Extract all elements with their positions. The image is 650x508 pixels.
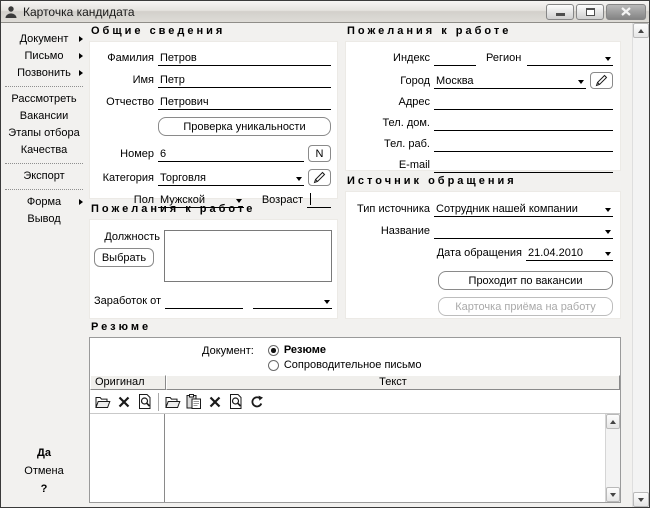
- sidebar-item-label: Вакансии: [19, 110, 69, 122]
- resume-toolbar: [90, 390, 620, 414]
- close-button[interactable]: [606, 4, 646, 20]
- sidebar-item-label: Форма: [26, 196, 62, 208]
- sidebar-item-label: Вывод: [27, 213, 61, 225]
- number-auto-button[interactable]: N: [308, 145, 331, 162]
- general-panel: [89, 41, 338, 206]
- submenu-arrow-icon: [79, 36, 83, 42]
- choose-position-button[interactable]: Выбрать: [94, 248, 154, 267]
- source-type-label: Тип источника: [357, 203, 430, 215]
- currency-select[interactable]: [253, 294, 332, 309]
- delete-icon: [118, 396, 130, 408]
- index-label: Индекс: [393, 52, 430, 64]
- chevron-down-icon: [605, 208, 611, 212]
- pencil-icon: [313, 171, 326, 184]
- source-type-select[interactable]: [434, 202, 613, 217]
- surname-label: Фамилия: [107, 52, 154, 64]
- category-edit-button[interactable]: [308, 169, 331, 186]
- name-input[interactable]: [158, 73, 331, 88]
- arrow-up-icon: [638, 29, 644, 33]
- request-date-value: 21.04.2010: [528, 247, 584, 259]
- source-type-value: Сотрудник нашей компании: [436, 203, 578, 215]
- radio-unselected-icon: [268, 360, 279, 371]
- document-label: Документ:: [202, 345, 254, 357]
- source-name-select[interactable]: [434, 224, 613, 239]
- text-delete-button[interactable]: [204, 392, 225, 411]
- number-input[interactable]: [158, 147, 304, 162]
- radio-resume-label: Резюме: [283, 344, 327, 356]
- wishes-right-panel: [345, 41, 621, 171]
- column-header-original[interactable]: Оригинал: [90, 375, 166, 390]
- email-input[interactable]: [434, 158, 613, 173]
- hire-card-button[interactable]: Карточка приёма на работу: [438, 297, 613, 316]
- scroll-down-button[interactable]: [633, 492, 649, 507]
- address-input[interactable]: [434, 95, 613, 110]
- sidebar-separator: [5, 163, 83, 164]
- request-date-select[interactable]: [526, 246, 613, 261]
- maximize-button[interactable]: [576, 4, 604, 20]
- submenu-arrow-icon: [79, 199, 83, 205]
- window-scrollbar[interactable]: [632, 23, 649, 507]
- city-select[interactable]: [434, 74, 586, 89]
- scroll-down-button[interactable]: [606, 487, 620, 502]
- sidebar-item-output[interactable]: [1, 211, 87, 228]
- maximize-icon: [586, 8, 595, 16]
- delete-icon: [209, 396, 221, 408]
- patronymic-input[interactable]: [158, 95, 331, 110]
- radio-resume[interactable]: [268, 344, 422, 356]
- sidebar: [1, 23, 87, 507]
- source-panel: [345, 191, 621, 319]
- clear-icon: [250, 395, 264, 409]
- category-select[interactable]: [158, 171, 304, 186]
- sidebar-item-letter[interactable]: [1, 48, 87, 65]
- open-icon: [95, 395, 111, 409]
- salary-input[interactable]: [165, 294, 243, 309]
- city-label: Город: [400, 75, 430, 87]
- salary-label: Заработок от: [94, 295, 161, 307]
- yes-button[interactable]: Да: [37, 447, 51, 459]
- number-label: Номер: [120, 148, 154, 160]
- text-paste-button[interactable]: [183, 392, 204, 411]
- window-title: Карточка кандидата: [23, 4, 135, 19]
- category-label: Категория: [102, 172, 154, 184]
- section-header-general: Общие сведения: [91, 25, 226, 37]
- chevron-down-icon: [605, 252, 611, 256]
- chevron-down-icon: [605, 57, 611, 61]
- sidebar-item-vacancies[interactable]: [1, 108, 87, 125]
- region-label: Регион: [486, 52, 522, 64]
- wishes-left-panel: [89, 219, 338, 319]
- pencil-icon: [595, 74, 608, 87]
- app-icon: [4, 5, 18, 19]
- chevron-down-icon: [605, 230, 611, 234]
- resume-panel: [89, 337, 621, 503]
- submenu-arrow-icon: [79, 70, 83, 76]
- column-header-text[interactable]: Текст: [166, 375, 620, 390]
- text-pane[interactable]: [165, 414, 620, 502]
- patronymic-label: Отчество: [106, 96, 154, 108]
- source-name-label: Название: [380, 225, 430, 237]
- phone-home-input[interactable]: [434, 116, 613, 131]
- sidebar-item-label: Документ: [19, 33, 69, 45]
- sidebar-separator: [5, 189, 83, 190]
- radio-cover-letter-label: Сопроводительное письмо: [283, 359, 422, 371]
- original-pane[interactable]: [90, 414, 165, 502]
- chevron-down-icon: [296, 177, 302, 181]
- scroll-up-button[interactable]: [633, 23, 649, 38]
- sidebar-item-label: Экспорт: [23, 170, 65, 182]
- vacancy-pass-button[interactable]: Проходит по вакансии: [438, 271, 613, 290]
- arrow-down-icon: [638, 498, 644, 502]
- scrollbar-track[interactable]: [633, 38, 649, 492]
- arrow-down-icon: [610, 493, 616, 497]
- original-delete-button[interactable]: [113, 392, 134, 411]
- arrow-up-icon: [610, 420, 616, 424]
- city-edit-button[interactable]: [590, 72, 613, 89]
- main-area: [87, 23, 633, 507]
- name-label: Имя: [132, 74, 154, 86]
- age-label: Возраст: [261, 194, 303, 206]
- original-open-button[interactable]: [92, 392, 113, 411]
- open-icon: [165, 395, 181, 409]
- sidebar-separator: [5, 86, 83, 87]
- radio-cover-letter[interactable]: [268, 359, 422, 371]
- position-label: Должность: [104, 231, 160, 243]
- sidebar-item-call[interactable]: [1, 65, 87, 82]
- sidebar-item-export[interactable]: [1, 168, 87, 185]
- city-value: Москва: [436, 75, 474, 87]
- titlebar: [1, 1, 649, 23]
- toolbar-separator: [158, 393, 159, 411]
- scroll-up-button[interactable]: [606, 414, 620, 429]
- sidebar-item-label: Рассмотреть: [11, 93, 77, 105]
- request-date-label: Дата обращения: [436, 247, 522, 259]
- minimize-icon: [556, 13, 565, 16]
- region-select[interactable]: [527, 51, 613, 66]
- minimize-button[interactable]: [546, 4, 574, 20]
- text-open-button[interactable]: [162, 392, 183, 411]
- submenu-arrow-icon: [79, 53, 83, 59]
- phone-work-label: Тел. раб.: [384, 138, 430, 150]
- sidebar-item-label: Письмо: [24, 50, 64, 62]
- close-icon: [621, 7, 631, 16]
- gender-label: Пол: [133, 194, 154, 206]
- section-header-wishes-right: Пожелания к работе: [347, 25, 512, 37]
- section-header-wishes-left: Пожелания к работе: [91, 203, 256, 215]
- preview-icon: [138, 394, 152, 409]
- sidebar-item-label: Этапы отбора: [8, 127, 80, 139]
- chevron-down-icon: [578, 80, 584, 84]
- sidebar-item-document[interactable]: [1, 31, 87, 48]
- index-input[interactable]: [434, 51, 476, 66]
- preview-icon: [229, 394, 243, 409]
- chevron-down-icon: [324, 300, 330, 304]
- surname-input[interactable]: [158, 51, 331, 66]
- cancel-button[interactable]: Отмена: [24, 465, 64, 477]
- sidebar-item-review[interactable]: [1, 91, 87, 108]
- email-label: E-mail: [398, 159, 430, 171]
- text-pane-scrollbar[interactable]: [605, 414, 620, 502]
- original-preview-button[interactable]: [134, 392, 155, 411]
- phone-work-input[interactable]: [434, 137, 613, 152]
- help-button[interactable]: ?: [40, 483, 48, 495]
- sidebar-item-selection-stages[interactable]: [1, 125, 87, 142]
- category-value: Торговля: [160, 172, 206, 184]
- paste-icon: [186, 394, 201, 409]
- address-label: Адрес: [398, 96, 430, 108]
- gender-value: Мужской: [160, 194, 205, 206]
- uniqueness-check-button[interactable]: Проверка уникальности: [158, 117, 331, 136]
- sidebar-item-label: Позвонить: [17, 67, 71, 79]
- section-header-resume: Резюме: [91, 321, 152, 333]
- phone-home-label: Тел. дом.: [382, 117, 430, 129]
- position-listbox[interactable]: [164, 230, 332, 282]
- sidebar-item-label: Качества: [20, 144, 68, 156]
- section-header-source: Источник обращения: [347, 175, 517, 187]
- sidebar-item-qualities[interactable]: [1, 142, 87, 159]
- radio-selected-icon: [268, 345, 279, 356]
- text-preview-button[interactable]: [225, 392, 246, 411]
- sidebar-item-form[interactable]: [1, 194, 87, 211]
- text-clear-button[interactable]: [246, 392, 267, 411]
- scrollbar-track[interactable]: [606, 429, 620, 487]
